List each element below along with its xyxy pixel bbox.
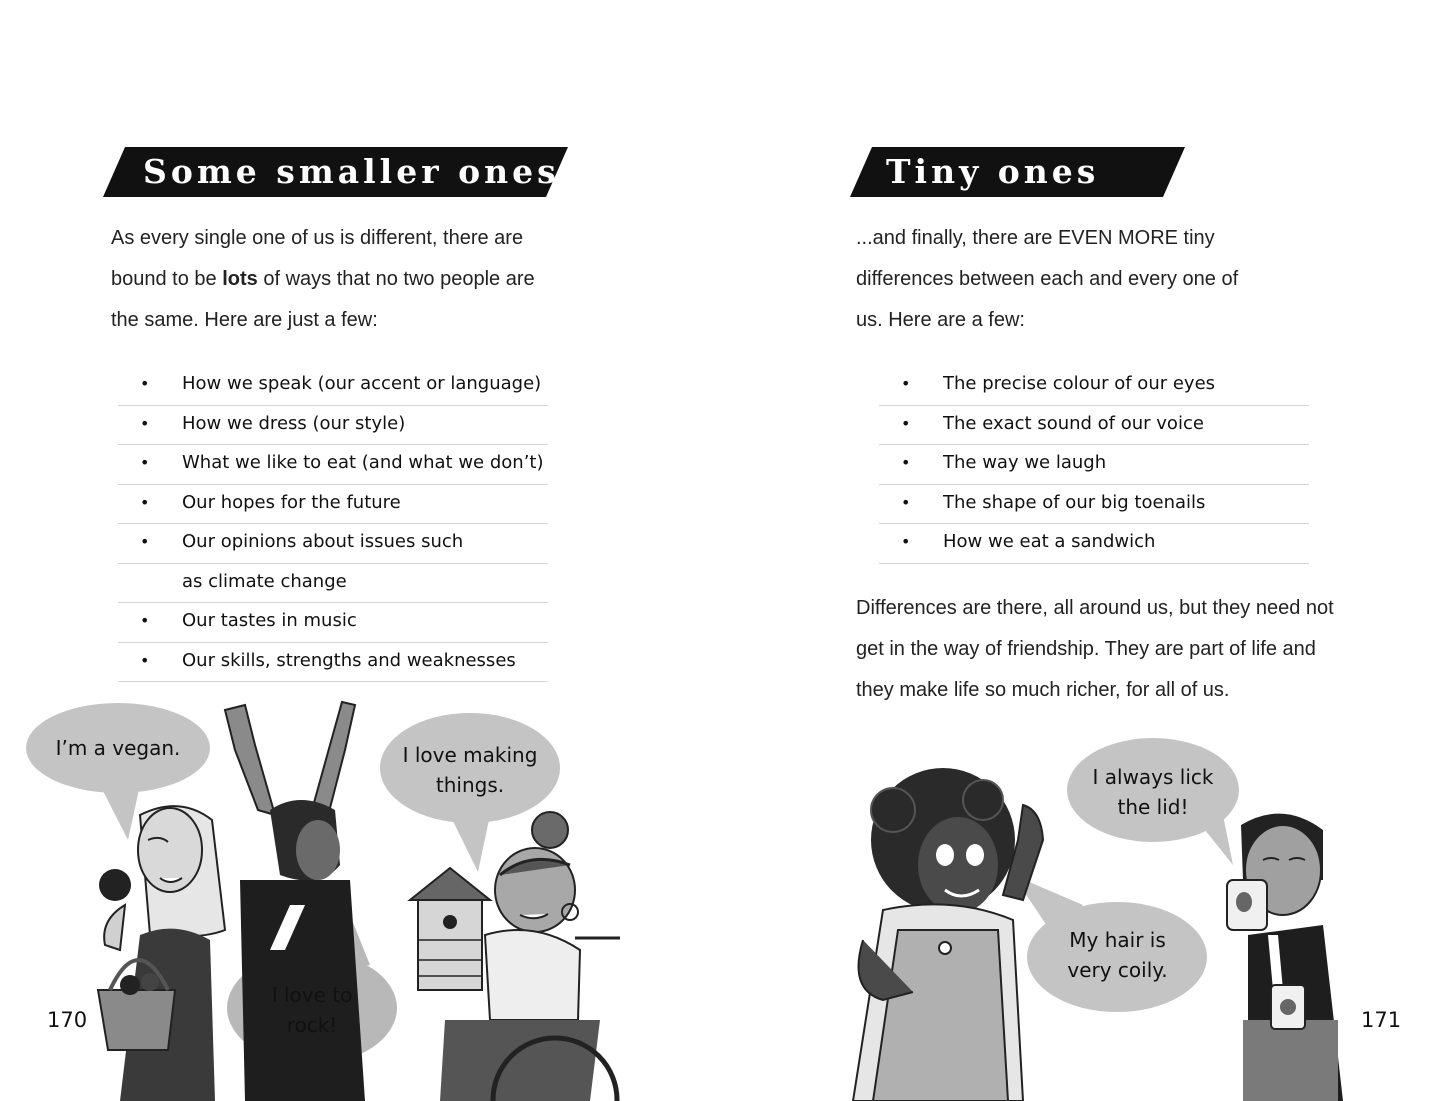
- list-item: • The precise colour of our eyes: [879, 366, 1309, 406]
- speech-making-line1: I love making: [402, 743, 538, 767]
- list-item: • The shape of our big toenails: [879, 485, 1309, 525]
- speech-lid-line2: the lid!: [1117, 795, 1189, 819]
- page-number: 171: [1361, 1008, 1402, 1032]
- person-cheering: [225, 702, 365, 1101]
- speech-making-line2: things.: [435, 773, 505, 797]
- list-item: • Our opinions about issues such: [118, 524, 548, 564]
- list-item: • How we speak (our accent or language): [118, 366, 548, 406]
- bullet-icon: •: [140, 611, 150, 630]
- list-item-continuation: as climate change: [118, 564, 548, 604]
- bullet-icon: •: [901, 413, 911, 433]
- speech-vegan: I’m a vegan.: [55, 736, 181, 760]
- section-heading: Some smaller ones: [143, 152, 560, 191]
- speech-rock-line2: rock!: [286, 1013, 338, 1037]
- intro-text-end: of ways that no two people are the same. Here are just a few:: [111, 268, 535, 331]
- speech-lid-line1: I always lick: [1092, 765, 1214, 789]
- list-item: • Our tastes in music: [118, 603, 548, 643]
- boy-licking-lid: [1227, 814, 1343, 1101]
- list-item: • Our skills, strengths and weaknesses: [118, 643, 548, 683]
- speech-rock-line1: I love to: [271, 983, 353, 1007]
- speech-hair-line2: very coily.: [1067, 958, 1168, 982]
- bullet-icon: •: [901, 374, 911, 393]
- girl-with-curly-hair: [853, 768, 1043, 1101]
- list-item: • Our hopes for the future: [118, 485, 548, 525]
- girl-with-apple: [98, 806, 225, 1101]
- list-item: • The way we laugh: [879, 445, 1309, 485]
- bullet-icon: •: [140, 453, 150, 472]
- bullet-icon: •: [901, 492, 911, 512]
- bullet-icon: •: [901, 453, 911, 472]
- page-number: 170: [47, 1008, 88, 1032]
- bullet-icon: •: [140, 650, 150, 670]
- intro-paragraph: ...and finally, there are EVEN MORE tiny differences between each and every one of us. Here are a few:: [856, 227, 1239, 331]
- list-item: • How we eat a sandwich: [879, 524, 1309, 564]
- section-heading-banner: [850, 147, 1185, 197]
- list-item: • How we dress (our style): [118, 406, 548, 446]
- bullet-icon: •: [901, 532, 911, 551]
- list-item: • What we like to eat (and what we don’t): [118, 445, 548, 485]
- left-page: [0, 0, 722, 1101]
- section-heading: Tiny ones: [886, 152, 1100, 191]
- section-heading-banner: [103, 147, 568, 197]
- list-item: • The exact sound of our voice: [879, 406, 1309, 446]
- bullet-icon: •: [140, 413, 150, 433]
- closing-paragraph: Differences are there, all around us, but they need not get in the way of friendship. They are part of life and they make life so much richer, for all of us.: [856, 597, 1334, 701]
- differences-list: [879, 366, 1309, 564]
- girl-in-wheelchair: [410, 812, 620, 1101]
- bullet-icon: •: [140, 532, 150, 551]
- right-page: [723, 0, 1445, 1101]
- intro-text-start: As every single one of us is different, there are bound to be: [111, 227, 524, 290]
- intro-bold-word: lots: [222, 268, 258, 290]
- bullet-icon: •: [140, 492, 150, 512]
- bullet-icon: •: [140, 374, 150, 393]
- intro-paragraph: [111, 218, 561, 341]
- differences-list: [118, 366, 548, 682]
- speech-hair-line1: My hair is: [1069, 928, 1166, 952]
